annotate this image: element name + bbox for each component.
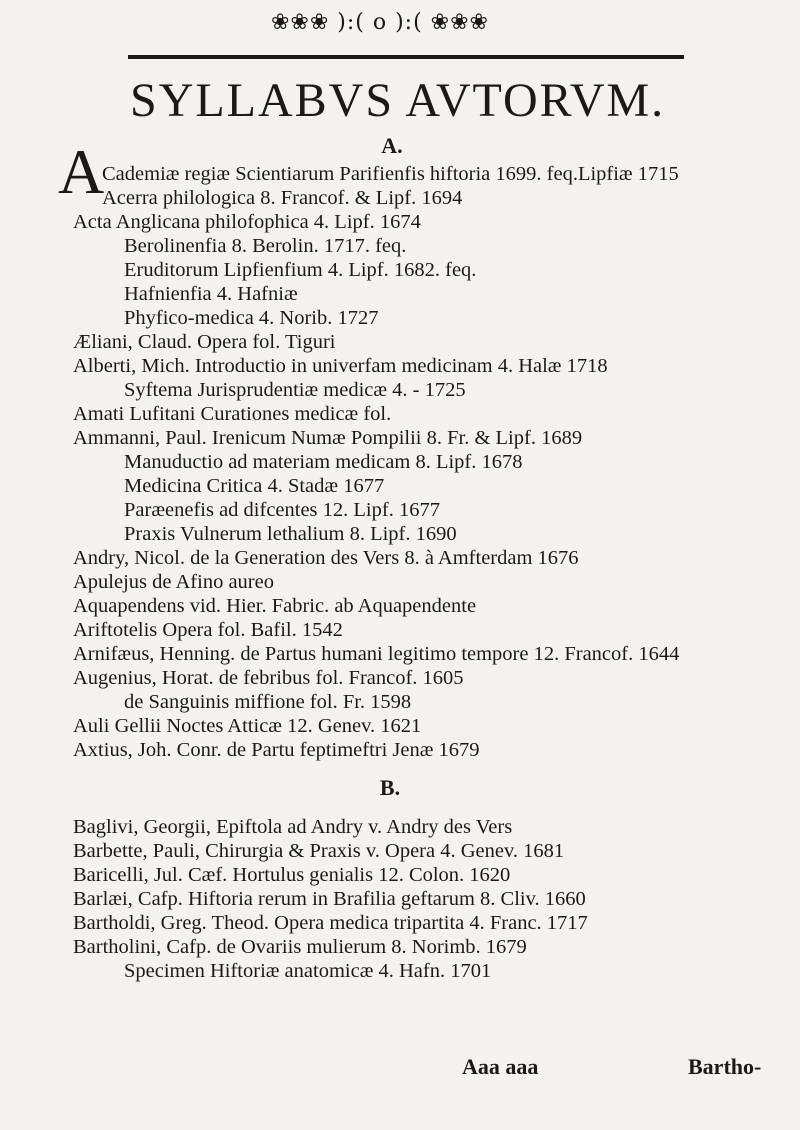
list-item: Æliani, Claud. Opera fol. Tiguri xyxy=(73,331,336,353)
list-item: Eruditorum Lipfienfium 4. Lipf. 1682. feq. xyxy=(124,259,477,281)
list-item: Phyfico-medica 4. Norib. 1727 xyxy=(124,307,379,329)
list-item: Praxis Vulnerum lethalium 8. Lipf. 1690 xyxy=(124,523,457,545)
list-item: Andry, Nicol. de la Generation des Vers 8. à Amfterdam 1676 xyxy=(73,547,579,569)
drop-cap: A xyxy=(58,136,105,207)
signature-mark: Aaa aaa xyxy=(462,1054,539,1079)
list-item: Alberti, Mich. Introductio in univerfam medicinam 4. Halæ 1718 xyxy=(73,355,608,377)
list-item: Apulejus de Afino aureo xyxy=(73,571,274,593)
catchword: Bartho- xyxy=(688,1054,762,1079)
list-item: Paræenefis ad difcentes 12. Lipf. 1677 xyxy=(124,499,440,521)
list-item: Hafnienfia 4. Hafniæ xyxy=(124,283,298,305)
list-item: Medicina Critica 4. Stadæ 1677 xyxy=(124,475,385,497)
list-item: Ammanni, Paul. Irenicum Numæ Pompilii 8. Fr. & Lipf. 1689 xyxy=(73,427,583,449)
list-item: Arnifæus, Henning. de Partus humani legitimo tempore 12. Francof. 1644 xyxy=(73,643,680,665)
list-item: Manuductio ad materiam medicam 8. Lipf. 1678 xyxy=(124,451,523,473)
list-item: Barlæi, Cafp. Hiftoria rerum in Brafilia geftarum 8. Cliv. 1660 xyxy=(73,888,586,910)
page-title: SYLLABVS AVTORVM. xyxy=(130,74,666,127)
header-rule xyxy=(128,55,684,59)
list-item: Auli Gellii Noctes Atticæ 12. Genev. 1621 xyxy=(73,715,422,737)
section-heading-a: A. xyxy=(381,133,403,158)
list-item: Aquapendens vid. Hier. Fabric. ab Aquapendente xyxy=(73,595,477,617)
list-item: Syftema Jurisprudentiæ medicæ 4. - 1725 xyxy=(124,379,466,401)
list-item: Specimen Hiftoriæ anatomicæ 4. Hafn. 1701 xyxy=(124,960,492,982)
list-item: Acta Anglicana philofophica 4. Lipf. 1674 xyxy=(73,211,421,233)
list-item: de Sanguinis miffione fol. Fr. 1598 xyxy=(124,691,412,713)
list-item: Bartholini, Cafp. de Ovariis mulierum 8. Norimb. 1679 xyxy=(73,936,527,958)
list-item: Barbette, Pauli, Chirurgia & Praxis v. Opera 4. Genev. 1681 xyxy=(73,840,565,862)
list-item: Berolinenfia 8. Berolin. 1717. feq. xyxy=(124,235,407,257)
list-item: Augenius, Horat. de febribus fol. Francof. 1605 xyxy=(73,667,464,689)
list-item: Cademiæ regiæ Scientiarum Parifienfis hiftoria 1699. feq.Lipfiæ 1715 xyxy=(102,163,679,185)
list-item: Ariftotelis Opera fol. Bafil. 1542 xyxy=(73,619,343,641)
list-item: Acerra philologica 8. Francof. & Lipf. 1694 xyxy=(102,187,463,209)
section-heading-b: B. xyxy=(379,775,401,800)
list-item: Axtius, Joh. Conr. de Partu feptimeftri Jenæ 1679 xyxy=(73,739,480,761)
list-item: Amati Lufitani Curationes medicæ fol. xyxy=(73,403,392,425)
list-item: Bartholdi, Greg. Theod. Opera medica tripartita 4. Franc. 1717 xyxy=(73,912,588,934)
list-item: Baglivi, Georgii, Epiftola ad Andry v. Andry des Vers xyxy=(73,816,513,838)
header-ornament: ❀❀❀ ):( o ):( ❀❀❀ xyxy=(271,10,489,35)
list-item: Baricelli, Jul. Cæf. Hortulus genialis 12. Colon. 1620 xyxy=(73,864,511,886)
